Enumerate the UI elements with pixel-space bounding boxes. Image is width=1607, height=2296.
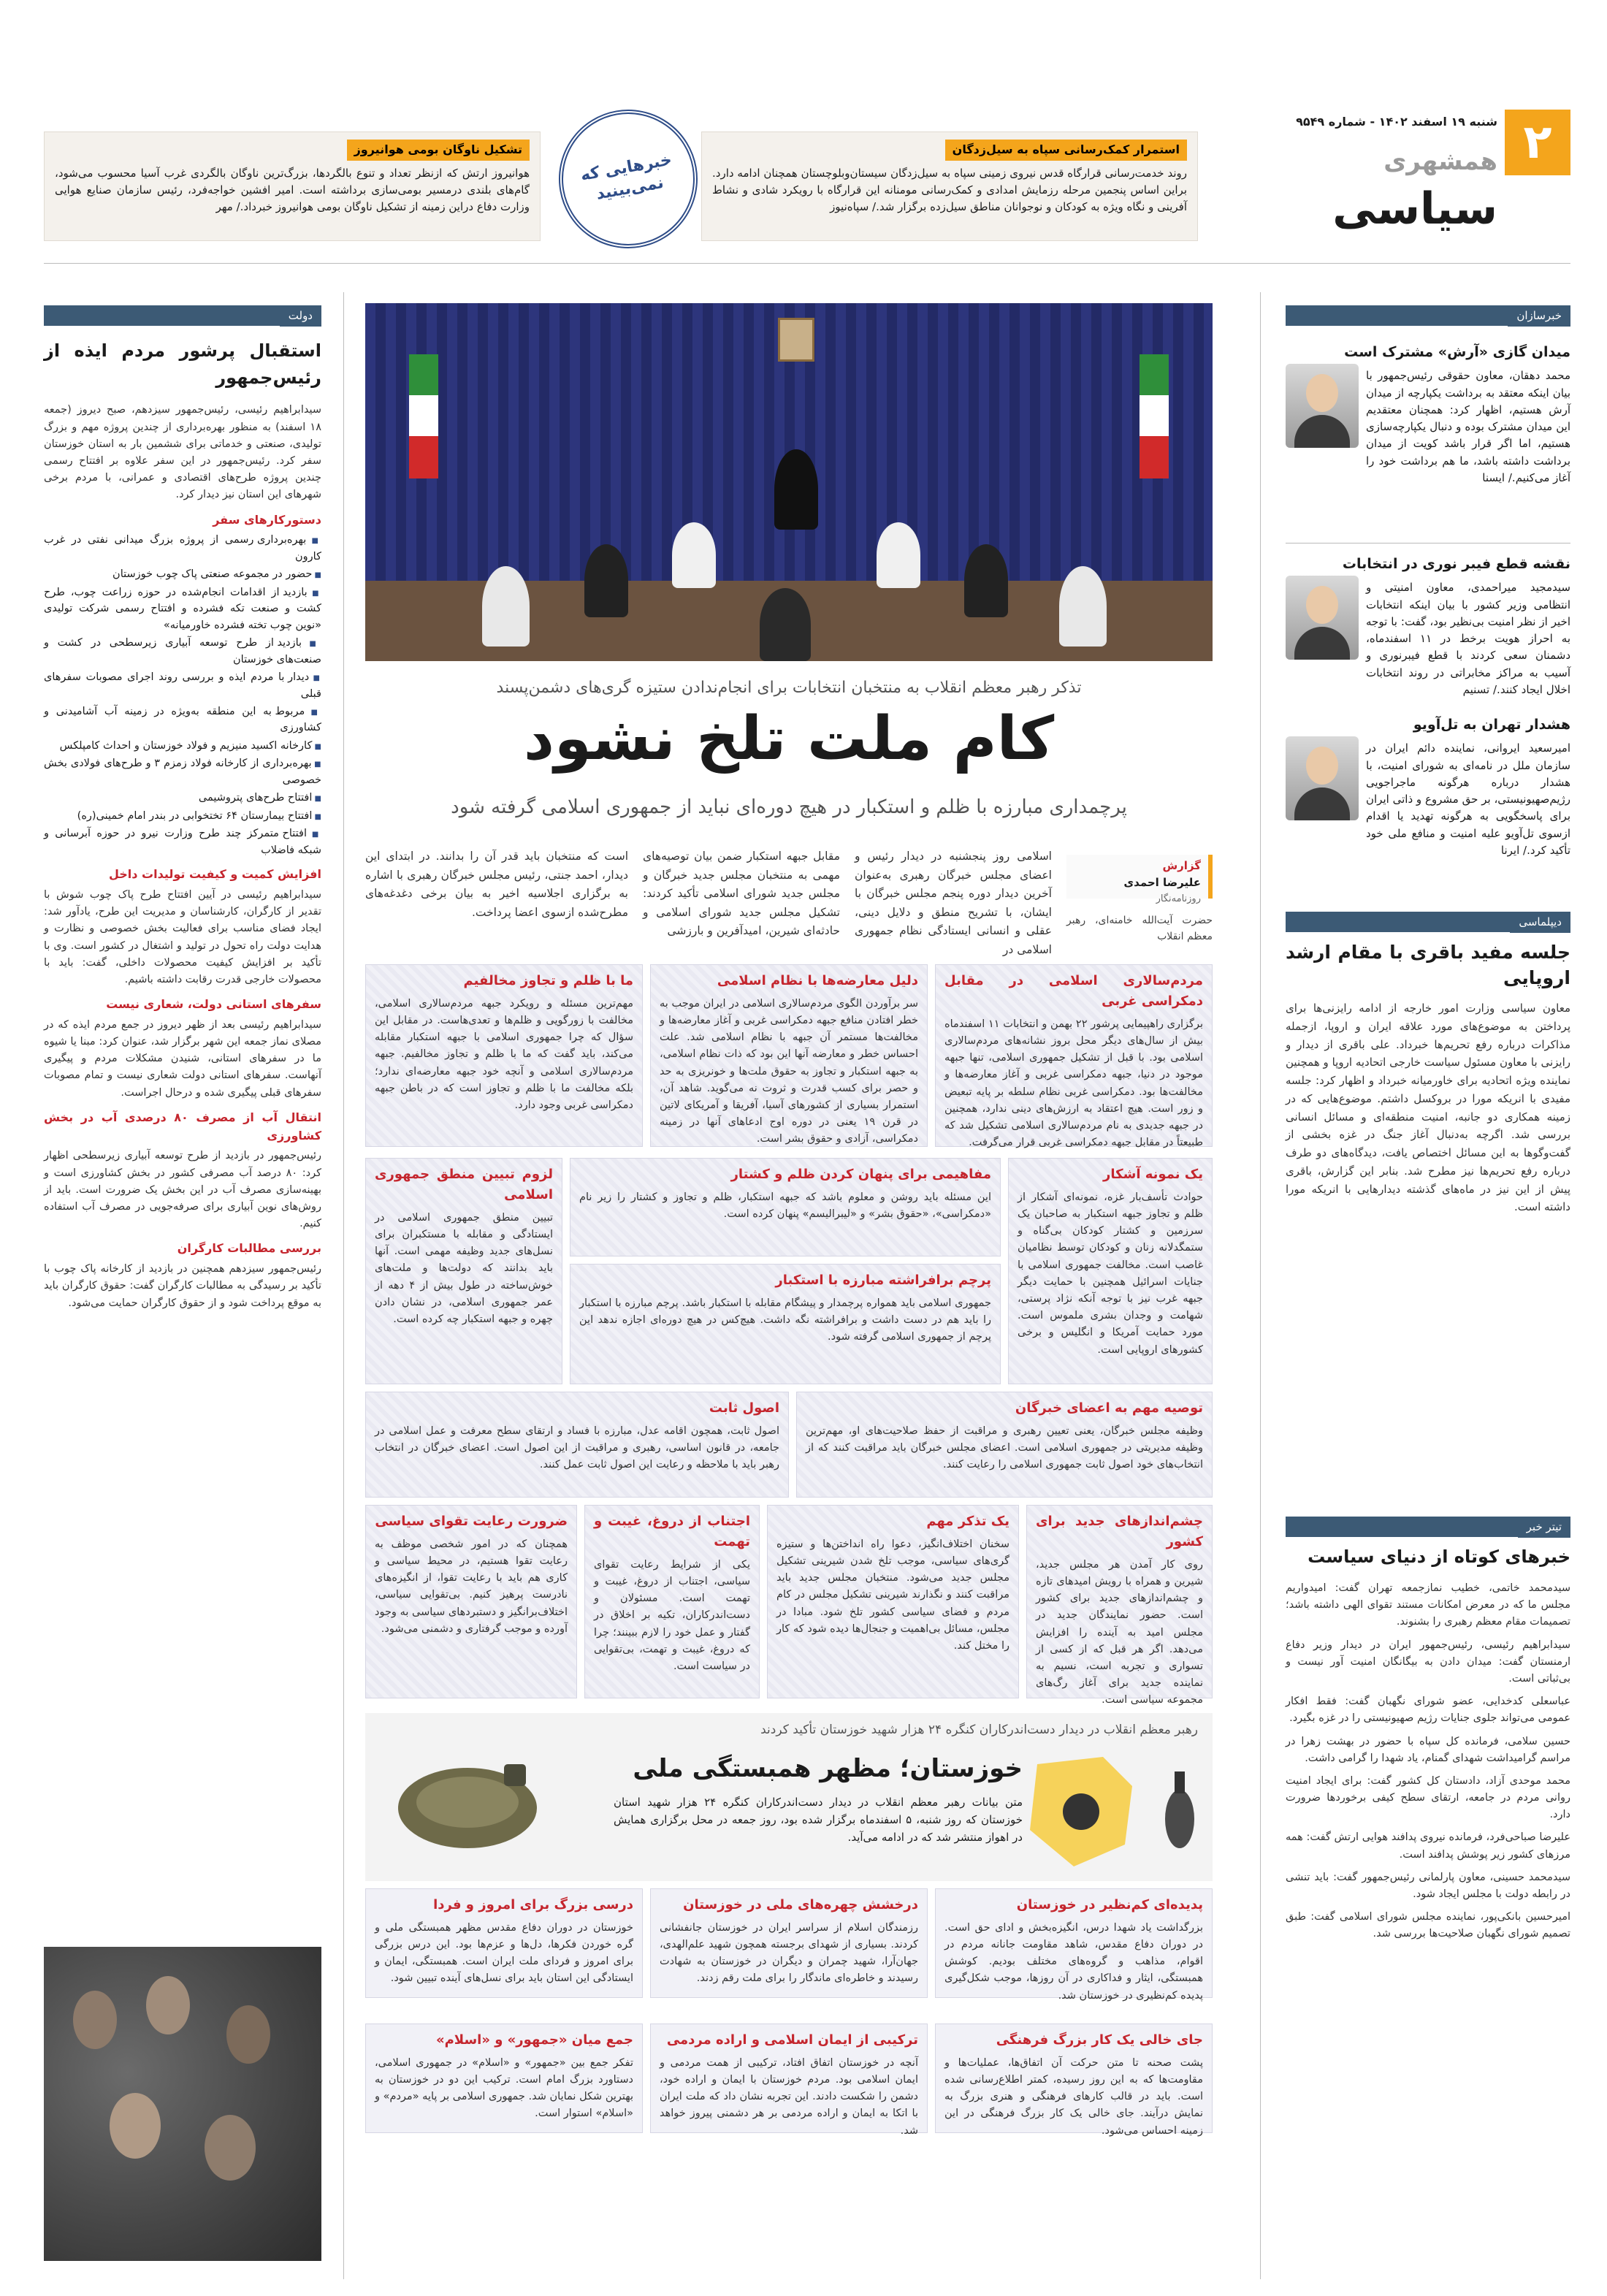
avatar (1286, 736, 1359, 820)
speaker-figure (774, 449, 818, 530)
quick-news-item: سیدمحمد حسینی، معاون پارلمانی رئیس‌جمهور گفت: باید تنشی در رابطه دولت با مجلس ایجاد شود. (1286, 1871, 1570, 1900)
box-title: اجتناب از دروغ، غیبت و تهمت (594, 1514, 750, 1549)
newspaper-logo: همشهری (1383, 147, 1497, 176)
list-item: ■ بازدید از اقدامات انجام‌شده در حوزه زراعت چوب، طرح کشت و صنعت تکه فشرده و افتتاح رسمی شرکت تولیدی «نوین چوب تخته فشرده خاورمیانه» (44, 584, 321, 633)
box-title: یک تذکر مهم (926, 1514, 1009, 1529)
diplomacy-text: معاون سیاسی وزارت امور خارجه از ادامه رایزنی‌ها برای پرداختن به موضوع‌های مورد علاقه ایران و اروپا، ازجمله مذاکرات درباره رفع تحریم‌ها خبرداد. علی باقری از دیدار و رایزنی با معاون مسئول سیاست خارجی اتحادیه اروپا و همچنین نماینده ویژه اتحادیه برای خاورمیانه خبرداد و اظهار کرد: جلسه مفیدی با انریکه مورا در بروکسل داشتم. موضوع‌هایی که در زمینه همکاری دو جانبه، امنیت منطقه‌ای و مسائل انسانی بررسی شد. اگرچه به‌دنبال آغاز جنگ در غزه بخشی از گفت‌وگوها به این مسائل اختصاص یافت، دیدگاه‌های دو طرف درباره رفع تحریم‌ها نیز مطرح شد. بنابر این گزارش، باقری پیش از این نیز در ماه‌های گذشته دیدارهایی با انریکه مورا داشته است. (1286, 1002, 1570, 1214)
khuzestan-title: خوزستان؛ مظهر همبستگی ملی (633, 1754, 1023, 1783)
box-title: جمع میان «جمهور» و «اسلام» (435, 2032, 633, 2048)
audience-figure (964, 544, 1008, 617)
trip-agenda-list (44, 532, 321, 858)
lead-col: است که منتخبان باید قدر آن را بدانند. در ابتدای این دیدار، احمد جنتی، رئیس مجلس خبرگان رهبری با اشاره به برگزاری اجلاسیه اخیر به بیان برخی دغدغه‌های مطرح‌شده ازسوی اعضا پرداخت. (365, 850, 628, 919)
box-title: مردم‌سالاری اسلامی در مقابل دمکراسی غربی (944, 973, 1203, 1009)
box-title: ما با ظلم و تجاوز مخالفیم (463, 973, 633, 988)
box-text: وظیفه مجلس خبرگان، یعنی تعیین رهبری و مراقبت از حفظ صلاحیت‌های او، مهم‌ترین وظیفه مدیریتی در جمهوری اسلامی است. اعضای مجلس خبرگان باید مراقبت کنند که از انتخاب‌های خود اصول ثابت جمهوری اسلامی را رعایت کنند. (806, 1424, 1203, 1471)
byline-role: روزنامه‌نگار (1156, 893, 1201, 904)
masthead-divider (44, 263, 1570, 264)
box-title: یک نمونه آشکار (1103, 1167, 1203, 1182)
issue-date: شنبه ۱۹ اسفند ۱۴۰۲ - شماره ۹۵۴۹ (1296, 115, 1497, 129)
box-title: توصیه مهم به اعضای خبرگان (1015, 1400, 1203, 1416)
khuzestan-map-icon (1008, 1742, 1154, 1874)
box-title: دلیل معارضه‌ها با نظام اسلامی (717, 973, 918, 988)
box-title: مفاهیمی برای پنهان کردن ظلم و کشتار (730, 1167, 991, 1182)
audience-figure (760, 588, 811, 661)
box-title: ترکیبی از ایمان اسلامی و اراده مردمی (666, 2032, 918, 2048)
news-item (1286, 342, 1570, 546)
left-subhead: بررسی مطالبات کارگران (177, 1241, 321, 1256)
story-box (1026, 1505, 1213, 1706)
box-text: همچنان که در امور شخصی موظف به رعایت تقوا هستیم، در محیط سیاسی و کاری هم باید با رعایت تقوا، از انگیزه‌های نادرست پرهیز کنیم. بی‌تقوایی سیاسی، اختلاف‌برانگیز و دستبردهای سیاسی به وجود آورده و موجب گرفتاری و دشمنی می‌شود. (375, 1538, 568, 1635)
left-subhead: دستورکارهای سفر (213, 512, 321, 527)
tag-bar (44, 305, 321, 326)
box-text: بزرگداشت یاد شهدا درس، انگیزه‌بخش و ادای حق است. در دوران دفاع مقدس، شاهد مقاومت جانانه مردم در اقوام، مذاهب و گروه‌های مختلف بودیم. کوشش همبستگی، ایثار و فداکاری در آن روزها، موجب شکل‌گیری پدیده کم‌نظیری در خوزستان شد. (944, 1921, 1203, 2002)
box-title: اصول ثابت (709, 1400, 779, 1416)
box-title: لزوم تبیین منطق جمهوری اسلامی (375, 1167, 553, 1202)
quick-news-item: سیدابراهیم رئیسی، رئیس‌جمهور ایران در دیدار وزیر دفاع ارمنستان گفت: میدان دادن به بیگانگان امنیت آور نیست و بی‌ثباتی است. (1286, 1639, 1570, 1685)
list-item: ■ افتتاح متمرکز چند طرح وزارت نیرو در حوزه آبرسانی و شبکه فاضلاب (44, 825, 321, 858)
list-item: ■ افتتاح بیمارستان ۶۴ تختخوابی در بندر امام خمینی(ره) (44, 808, 321, 824)
khuzestan-box (365, 2024, 643, 2133)
khuzestan-kicker: رهبر معظم انقلاب در دیدار دست‌اندرکاران کنگره ۲۴ هزار شهید خوزستان تأکید کردند (760, 1723, 1198, 1737)
story-box (650, 964, 928, 1147)
box-title: درخشش چهره‌های ملی در خوزستان (683, 1897, 918, 1912)
lead-col: اسلامی روز پنجشنبه در دیدار رئیس و اعضای مجلس خبرگان رهبری به‌عنوان آخرین دیدار دوره پنجم مجلس خبرگان با ایشان، با تشریح منطق و دلایل دینی، عقلی و انسانی ایستادگی نظام جمهوری اسلامی در (855, 850, 1052, 956)
box-text: مهم‌ترین مسئله و رویکرد جبهه مردم‌سالاری اسلامی، مخالفت با زورگویی و ظلم‌ها و تعدی‌هاست. در مقابل این سؤال که چرا جمهوری اسلامی با جبهه استکبار مقابله می‌کند، باید گفت که ما با ظلم و تجاوز مخالفیم. جبهه مردم‌سالاری اسلامی و آنچه خود جبهه معارضه‌ای ندارد؛ بلکه مخالفت ما با ظلم و تجاوز است که در باطن جبهه دمکراسی غربی وجود دارد. (375, 997, 633, 1112)
box-title: چشم‌اندازهای جدید برای کشور (1036, 1514, 1203, 1549)
box-text: سر برآوردن الگوی مردم‌سالاری اسلامی در ایران موجب به خطر افتادن منافع جبهه دمکراسی غربی و آغاز معارضه‌ها و مخالفت‌ها مستمر آن جبهه با نظام اسلامی شد. علت احساس خطر و معارضه آنها این بود که ذات نظام اسلامی، به جبهه استکبار و تجاوز به حقوق ملت‌ها و خونریزی به حد و حصر برای کسب قدرت و ثروت نه می‌گوید. شاهد آن، استمرار بسیاری از کشورهای آسیا، آفریقا و آمریکای لاتین در قرن ۱۹ یعنی در دوره اوج ادعاهای آنها در زمینه دمکراسی، آزادی و حقوق بشر است. (660, 997, 918, 1145)
byline-name: علیرضا احمدی (1123, 876, 1201, 890)
left-lead: سیدابراهیم رئیسی، رئیس‌جمهور سیزدهم، صبح دیروز (جمعه ۱۸ اسفند) به منظور بهره‌برداری از چندین پروژه مهم و بزرگ تولیدی، صنعتی و خدماتی برای ششمین بار به استان خوزستان سفر کرد. رئیس‌جمهور در این سفر علاوه بر افتتاح رسمی چندین پروژه طرح‌های اقتصادی و عمرانی، با مردم برخی شهرهای این استان نیز دیدار کرد. (44, 404, 321, 501)
box-text: خوزستان در دوران دفاع مقدس مظهر همبستگی ملی و گره خوردن فکرها، دل‌ها و عزم‌ها بود. این درس بزرگی برای امروز و فردای ملت ایران است. همبستگی، ایمان و ایستادگی این استان باید برای نسل‌های آینده تبیین شود. (375, 1921, 633, 1985)
story-box (365, 1158, 562, 1384)
quick-news-item: حسین سلامی، فرمانده کل سپاه با حضور در بهشت زهرا در مراسم گرامیداشت شهدای گمنام، یاد شهدا را گرامی داشت. (1286, 1735, 1570, 1764)
left-subhead: افزایش کمیت و کیفیت تولیدات داخل (108, 867, 321, 882)
box-text: تفکر جمع بین «جمهور» و «اسلام» در جمهوری اسلامی، دستاورد بزرگ امام است. ترکیب این دو در خوزستان به بهترین شکل نمایان شد. جمهوری اسلامی بر پایه «مردم» و «اسلام» استوار است. (375, 2056, 633, 2120)
subkicker: تذکر رهبر معظم انقلاب به منتخبان انتخابات برای انجام‌ندادن ستیزه گری‌های دشمن‌پسند (496, 679, 1082, 697)
story-box (365, 1505, 577, 1698)
quick-news-item: عباسعلی کدخدایی، عضو شورای نگهبان گفت: فقط افکار عمومی می‌تواند جلوی جنایات رژیم صهیونیستی را در غزه بگیرد. (1286, 1696, 1570, 1725)
story-box (570, 1264, 1001, 1384)
left-column (44, 305, 321, 1312)
list-item: ■ مربوط به این منطقه به‌ویژه در زمینه آب آشامیدنی و کشاورزی (44, 703, 321, 736)
box-title: پرچم برافراشته مبارزه با استکبار (775, 1273, 991, 1288)
box-title: درسی بزرگ برای امروز و فردا (433, 1897, 633, 1912)
left-text: سیدابراهیم رئیسی بعد از ظهر دیروز در جمع مردم ایذه که در مصلای نماز جمعه این شهر برگزار شد، عنوان کرد: مبنا یا شیوه ما در سفرهای استانی، شنیدن مشکلات مردم و پیگیری آنهاست. سفرهای استانی دولت شعاری نیست و تمام مصوبات سفرهای قبلی پیگیری شده و درحال اجراست. (44, 1018, 321, 1099)
quick-news-item: علیرضا صباحی‌فرد، فرمانده نیروی پدافند هوایی ارتش گفت: همه مرزهای کشور زیر پوشش پدافند است. (1286, 1831, 1570, 1861)
teaser-kicker: تشکیل ناوگان بومی هوانیروز (347, 140, 530, 161)
box-text: روی کار آمدن هر مجلس جدید، شیرین و همراه با رویش امیدهای تازه و چشم‌اندازهای جدید برای کشور است. حضور نمایندگان جدید در مجلس امید به آینده را افزایش می‌دهد. اگر هر قبل که از کسی از تسواری و تجربه است، نسیم به نماینده جدید برای آغاز رگ‌های مجموعه سیاسی است. (1036, 1558, 1203, 1706)
left-subhead: سفرهای استانی دولت، شعاری نیست (106, 997, 321, 1012)
teaser-sepah (701, 131, 1198, 241)
left-text: رئیس‌جمهور سیزدهم همچنین در بازدید از کارخانه پاک چوب با تأکید بر رسیدگی به مطالبات کارگران گفت: حقوق کارگران باید به موقع پرداخت شود و از حقوق کارگران حمایت می‌شود. (44, 1263, 321, 1309)
headline: کام ملت تلخ نشود (523, 704, 1055, 774)
tag-quick-news: تیتر خبر (1518, 1517, 1570, 1538)
box-text: این مسئله باید روشن و معلوم باشد که جبهه استکبار، ظلم و تجاوز و کشتار را زیر نام «دمکراسی»، «حقوق بشر» و «لیبرالیسم» پنهان کرده است. (579, 1191, 991, 1221)
list-item: ■ بهره‌برداری رسمی از پروژه بزرگ میدانی نفتی در غرب کارون (44, 532, 321, 565)
wall-portrait (778, 318, 814, 362)
byline (1066, 855, 1213, 904)
audience-figure (1059, 566, 1107, 647)
khuzestan-box (650, 2024, 928, 2137)
box-text: رزمندگان اسلام از سراسر ایران در خوزستان جانفشانی کردند. بسیاری از شهدای برجسته همچون شهید علم‌الهدی، جهان‌آرا، شهید چمران و دیگران در خوزستان به شهادت رسیدند و خاطره‌ای ماندگار را برای ملت رقم زدند. (660, 1921, 918, 1985)
left-text: رئیس‌جمهور در بازدید از طرح توسعه آبیاری زیرسطحی اظهار کرد: ۸۰ درصد آب مصرفی کشور در بخش کشاورزی است و بهینه‌سازی مصرف آب در این بخش یک ضرورت است. باید از روش‌های نوین آبیاری برای صرفه‌جویی در مصرف آب استفاده کنیم. (44, 1150, 322, 1230)
box-text: تبیین منطق جمهوری اسلامی در ایستادگی و مقابله با مستکبران برای نسل‌های جدید وظیفه مهمی است. آنها باید بدانند که دولت‌ها و ملت‌های خوش‌ساخته در طول بیش از ۴ دهه از عمر جمهوری اسلامی، در نشان دادن چهره و جبهه استکبار چه کرده است. (375, 1211, 553, 1325)
story-box (1008, 1158, 1213, 1384)
quick-news-item: محمد موحدی آزاد، دادستان کل کشور گفت: برای ایجاد امنیت روانی مردم در جامعه، ارتقای سطح کیفی برخوردها ضرورت دارد. (1286, 1774, 1570, 1821)
khuzestan-lead: متن بیانات رهبر معظم انقلاب در دیدار دست‌اندرکاران کنگره ۲۴ هزار شهید استان خوزستان که روز شنبه، ۵ اسفندماه برگزار شده بود، روز جمعه در محل برگزاری همایش در اهواز منتشر شد که در ادامه می‌آید. (614, 1796, 1023, 1844)
left-text: سیدابراهیم رئیسی در آیین افتتاح طرح پاک چوب شوش با تقدیر از کارگران، کارشناسان و مدیریت این طرح، یادآور شد: ایجاد فضای مناسب برای فعالیت بخش خصوصی و نظارت و هدایت دولت راه تحول در تولید و اشتغال در کشور است. وی با تأکید بر افزایش کیفیت محصولات داخلی، گفت: باید با محصولات خارجی قدرت رقابت داشته باشیم. (44, 889, 321, 985)
story-box (584, 1505, 760, 1698)
story-box (365, 1392, 789, 1498)
box-text: حوادث تأسف‌بار غزه، نمونه‌ای آشکار از ظلم و تجاوز جبهه استکبار به صاحبان یک سرزمین و کشتار کودکان بی‌گناه و ستمگدلانه زنان و کودکان توسط نظامیان غاصب است. مخالفت جمهوری اسلامی با جنایات اسرائیل همچنین با حمایت دیگر جبهه غرب نیز با توجه آنکه نژاد پرستی، شهامت و وجدان بشری ملموس است. مورد حمایت آمریکا و انگلیس و برخی کشورهای اروپایی است. (1018, 1191, 1203, 1356)
news-item-title: میدان گازی «آرش» مشترک است (1344, 344, 1570, 360)
story-box (935, 964, 1213, 1147)
quick-news-item: امیرحسین بانکی‌پور، نماینده مجلس شورای اسلامی گفت: طبق تصمیم شورای نگهبان صلاحیت‌ها بررسی شد. (1286, 1911, 1570, 1940)
tag-government: دولت (280, 305, 321, 327)
audience-figure (672, 522, 716, 588)
audience-figure (877, 522, 920, 588)
box-text: برگزاری راهپیمایی پرشور ۲۲ بهمن و انتخابات ۱۱ اسفندماه بیش از سال‌های دیگر محل بروز نشانه‌های مردم‌سالاری اسلامی بود. با قبل از تشکیل جمهوری اسلامی، تنها جبهه موجود در دنیا، جبهه دمکراسی غربی و آغاز معارضه‌ها و مخالفت‌ها بود. دمکراسی غربی نظام سلطه بر پایه تبعیض و زور است. هیچ اعتقاد به ارزش‌های دینی ندارد، همچنین در جبهه جدیدی به نام مردم‌سالاری اسلامی تشکیل شد که طبیعتاً در مقابل جبهه دمکراسی غربی قرار می‌گرفت. (944, 1018, 1203, 1149)
teaser-kicker: استمرار کمک‌رسانی سپاه به سیل‌زدگان (945, 140, 1187, 161)
news-item (1286, 554, 1570, 736)
deck: پرچمداری مبارزه با ظلم و استکبار در هیچ دوره‌ای نباید از جمهوری اسلامی گرفته شود (451, 796, 1127, 818)
list-item: ■ افتتاح طرح‌های پتروشیمی (44, 790, 321, 806)
box-text: پشت صحنه تا متن حرکت آن اتفاق‌ها، عملیات‌ها و مقاومت‌ها که به این روز رسیده، کمتر اطلاع‌رسانی شده است. باید در قالب کارهای فرهنگی و هنری بزرگ به نمایش درآیند. جای خالی یک کار بزرگ فرهنگی در این زمینه احساس می‌شود. (944, 2056, 1203, 2137)
box-title: جای خالی یک کار بزرگ فرهنگی (996, 2032, 1203, 2048)
flag (409, 354, 438, 478)
avatar (1286, 576, 1359, 660)
quick-news-item: سیدمحمد خاتمی، خطیب نمازجمعه تهران گفت: امیدواریم مجلس ما که در معرض امکانات مستند تقوای الهی داشته باشد؛ تصمیمات مقام معظم رهبری را بشنوند. (1286, 1582, 1570, 1628)
list-item: ■ بهره‌برداری از کارخانه فولاد زمزم ۳ و طرح‌های فولادی بخش خصوصی (44, 755, 321, 788)
teaser-text: هوانیروز ارتش که ازنظر تعداد و تنوع بالگردها، بزرگ‌ترین ناوگان بالگردی غرب آسیا محسوب می‌شود، گام‌های بلندی درمسیر بومی‌سازی برداشته است. امیر افشین خواجه‌فرد، رئیس سازمان صنایع هوایی وزارت دفاع دراین زمینه از تشکیل ناوگان بومی هوانیروز خبرداد./ مهر (55, 166, 530, 214)
news-item-title: هشدار تهران به تل‌آویو (1413, 717, 1570, 733)
stamp-logo (548, 99, 709, 259)
khuzestan-box (365, 1888, 643, 1998)
story-box (796, 1392, 1213, 1498)
diplomacy-title: جلسه مفید باقری با مقام ارشد اروپایی (1286, 942, 1570, 988)
khuzestan-header (365, 1713, 1213, 1881)
tag-diplomacy: دیپلماسی (1510, 912, 1570, 933)
flag (1140, 354, 1169, 478)
news-item-text: محمد دهقان، معاون حقوقی رئیس‌جمهور با بیان اینکه معتقد به برداشت یکپارچه از میدان آرش هستیم، اظهار کرد: همچنان معتقدیم این میدان مشترک بوده و دنبال یکپارچه‌سازی هستیم، اما اگر قرار باشد کویت از میدان برداشت داشته باشد، ما هم برداشت خود را آغاز می‌کنیم./ ایسنا (1366, 369, 1570, 484)
column-rule (343, 292, 344, 2279)
canteen-icon (387, 1735, 548, 1866)
quick-news-list (1286, 1580, 1570, 1949)
list-item: ■ حضور در مجموعه صنعتی پاک چوب خوزستان (44, 566, 321, 582)
story-box (767, 1505, 1019, 1698)
quick-news-title: خبرهای کوتاه از دنیای سیاست (1308, 1546, 1570, 1567)
news-item (1286, 714, 1570, 897)
news-item-text: امیرسعید ایروانی، نماینده دائم ایران در سازمان ملل در نامه‌ای به شورای امنیت، با هشدار درباره هرگونه ماجراجویی رژیم‌صهیونیستی، بر حق مشروع و ذاتی ایران برای پاسخگویی به هرگونه تهدید یا اقدام ازسوی تل‌آویو علیه امنیت و منافع ملی خود تأکید کرد./ ایرنا (1366, 741, 1570, 857)
main-photo (365, 303, 1213, 661)
divider (1286, 543, 1570, 544)
audience-figure (584, 544, 628, 617)
left-subhead: انتقال آب از مصرف ۸۰ درصدی آب در بخش کشاورزی (44, 1110, 321, 1143)
tag-newsmakers: خبرسازان (1508, 305, 1570, 327)
list-item: ■ دیدار با مردم ایذه و بررسی روند اجرای مصوبات سفرهای قبلی (44, 669, 321, 702)
page-number: ۲ (1505, 110, 1570, 175)
teaser-text: روند خدمت‌رسانی قرارگاه قدس نیروی زمینی سپاه به سیل‌زدگان سیستان‌وبلوچستان همچنان ادامه دارد. براین اساس پنجمین مرحله رزمایش امدادی و کمک‌رسانی مومنانه این قرارگاه با رویکرد شادی و نشاط آفرینی و نگاه ویژه به کودکان و نوجوانان مناطق سیل‌زده برگزار شد./ سپاه‌نیوز (712, 166, 1187, 214)
crowd-photo (44, 1947, 321, 2261)
story-box (365, 964, 643, 1147)
column-rule (1260, 292, 1261, 2279)
box-title: ضرورت رعایت تقوای سیاسی (375, 1514, 568, 1529)
avatar (1286, 364, 1359, 448)
teaser-havanirooz (44, 131, 541, 241)
story-box (570, 1158, 1001, 1256)
box-text: اصول ثابت، همچون اقامه عدل، مبارزه با فساد و ارتقای سطح معرفت و عمل اسلامی در جامعه، در قانون اساسی، رهبری و مراقبت از این اصول است. اعضای خبرگان در انتخاب رهبر باید با ملاحظه و رعایت این اصول ثابت عمل کنند. (375, 1424, 779, 1471)
khuzestan-box (935, 2024, 1213, 2137)
khuzestan-box (935, 1888, 1213, 2002)
grenade-icon (1161, 1757, 1198, 1859)
khuzestan-box (650, 1888, 928, 1998)
list-item: ■ کارخانه اکسید منیزیم و فولاد خوزستان و احداث کامپلکس (44, 738, 321, 754)
stamp-text: خبرهایی که نمی‌بینید (579, 150, 673, 204)
left-title: استقبال پرشور مردم ایذه از رئیس‌جمهور (44, 340, 321, 389)
box-text: سخنان اختلاف‌انگیز، دعوا راه انداختن‌ها و ستیزه گری‌های سیاسی، موجب تلخ شدن شیرینی تشکیل مجلس جدید می‌شود. منتخبان مجلس جدید باید مراقبت کنند و نگذارند شیرینی تشکیل مجلس در کام مردم و فضای سیاسی کشور تلخ شود. مبادا در مجلس، مسائل بی‌اهمیت و جنجال‌ها دیده شود که کار را مختل کند. (776, 1538, 1009, 1652)
photo-caption: حضرت آیت‌الله خامنه‌ای، رهبر معظم انقلاب (1066, 915, 1213, 942)
box-text: یکی از شرایط رعایت تقوای سیاسی، اجتناب از دروغ، غیبت و تهمت است. مسئولان و دست‌اندرکاران، تکیه بر اخلاق در گفتار و عمل خود را لازم ببینند؛ چرا که دروغ، غیبت و تهمت، بی‌تقوایی در سیاست است. (594, 1558, 750, 1672)
audience-figure (482, 566, 530, 647)
list-item: ■ بازدید از طرح توسعه آبیاری زیرسطحی در کشت و صنعت‌های خوزستان (44, 635, 321, 668)
news-item-title: نقشه قطع فیبر نوری در انتخابات (1342, 556, 1570, 572)
box-title: پدیده‌ای کم‌نظیر در خوزستان (1016, 1897, 1203, 1912)
section-title: سیاسی (1332, 183, 1497, 234)
lead-col: مقابل جبهه استکبار ضمن بیان توصیه‌های مهمی به منتخبان مجلس جدید خبرگان و مجلس جدید شورای اسلامی تأکید کردند: تشکیل مجلس جدید شورای اسلامی و حادثه‌ای شیرین، امیدآفرین و بارزشی (643, 850, 840, 938)
box-text: جمهوری اسلامی باید همواره پرچمدار و پیشگام مقابله با استکبار باشد. پرچم مبارزه با استکبار را باید هم در دست داشت و برافراشته نگه داشت. هیچ‌کس در هیچ دوره‌ای اجازه ندهد این پرچم از جمهوری اسلامی گرفته شود. (579, 1297, 991, 1343)
box-text: آنچه در خوزستان اتفاق افتاد، ترکیبی از همت مردمی و ایمان اسلامی بود. مردم خوزستان با ایمان و اراده خود، دشمن را شکست دادند. این تجربه نشان داد که ملت ایران با اتکا به ایمان و اراده مردمی بر هر دشمنی پیروز خواهد شد. (660, 2056, 918, 2137)
byline-label: گزارش (1162, 859, 1201, 872)
news-item-text: سیدمجید میراحمدی، معاون امنیتی و انتظامی وزیر کشور با بیان اینکه انتخابات اخیر از نظر امنیت بی‌نظیر بود، گفت: با توجه به احراز هویت برخط در ۱۱ اسفندماه، دشمنان سعی کردند با قطع فیبرنوری و آسیب به مراکز مخابراتی در روند انتخابات اخلال ایجاد کنند./ تسنیم (1366, 581, 1571, 696)
